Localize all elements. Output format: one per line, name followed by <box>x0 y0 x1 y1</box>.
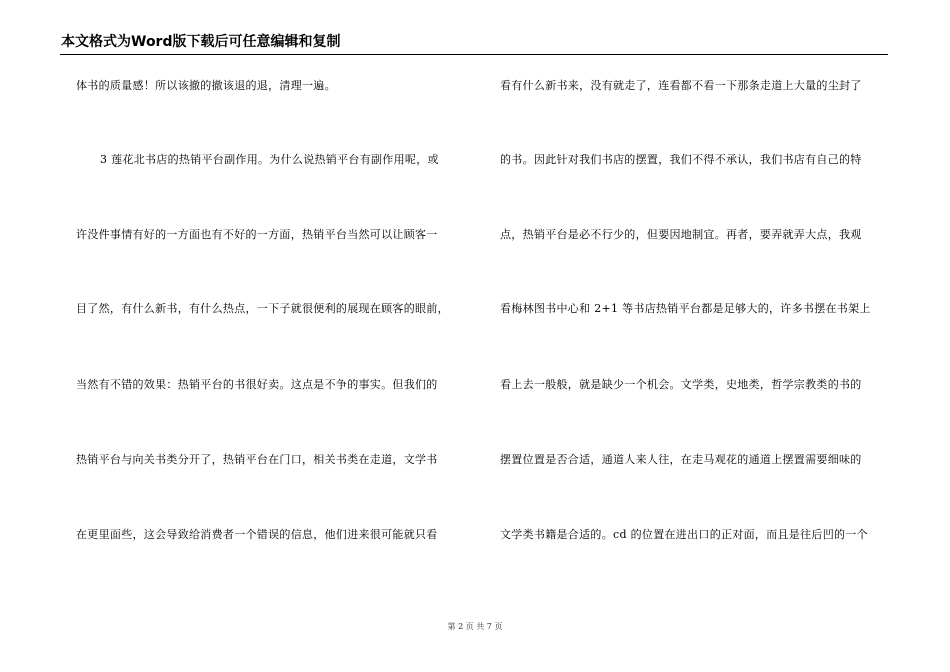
text-line: 看梅林图书中心和 2+1 等书店热销平台都是足够大的，许多书摆在书架上 <box>500 302 871 315</box>
text-line: 当然有不错的效果：热销平台的书很好卖。这点是不争的事实。但我们的 <box>76 378 438 391</box>
document-header-title: 本文格式为Word版下载后可任意编辑和复制 <box>61 34 341 50</box>
text-line: 在更里面些，这会导致给消费者一个错误的信息，他们进来很可能就只看 <box>76 528 438 541</box>
text-line: 热销平台与向关书类分开了，热销平台在门口，相关书类在走道，文学书 <box>76 453 438 466</box>
text-line: 摆置位置是否合适，通道人来人往，在走马观花的通道上摆置需要细味的 <box>500 453 862 466</box>
text-line: 体书的质量感！所以该撤的撤该退的退，清理一遍。 <box>76 79 336 92</box>
text-line: 3 莲花北书店的热销平台副作用。为什么说热销平台有副作用呢，或 <box>100 153 439 166</box>
text-line: 目了然，有什么新书，有什么热点，一下子就很便利的展现在顾客的眼前， <box>76 302 449 315</box>
text-line: 的书。因此针对我们书店的摆置，我们不得不承认，我们书店有自己的特 <box>500 153 862 166</box>
text-line: 文学类书籍是合适的。cd 的位置在进出口的正对面，而且是往后凹的一个 <box>500 528 868 541</box>
page-number: 第 2 页 共 7 页 <box>447 622 503 631</box>
text-line: 看上去一般般，就是缺少一个机会。文学类，史地类，哲学宗教类的书的 <box>500 378 862 391</box>
header-divider <box>60 54 888 55</box>
text-line: 许没件事情有好的一方面也有不好的一方面，热销平台当然可以让顾客一 <box>76 228 438 241</box>
text-line: 点，热销平台是必不行少的，但要因地制宜。再者，要弄就弄大点，我观 <box>500 228 862 241</box>
text-line: 看有什么新书来，没有就走了，连看都不看一下那条走道上大量的尘封了 <box>500 79 862 92</box>
